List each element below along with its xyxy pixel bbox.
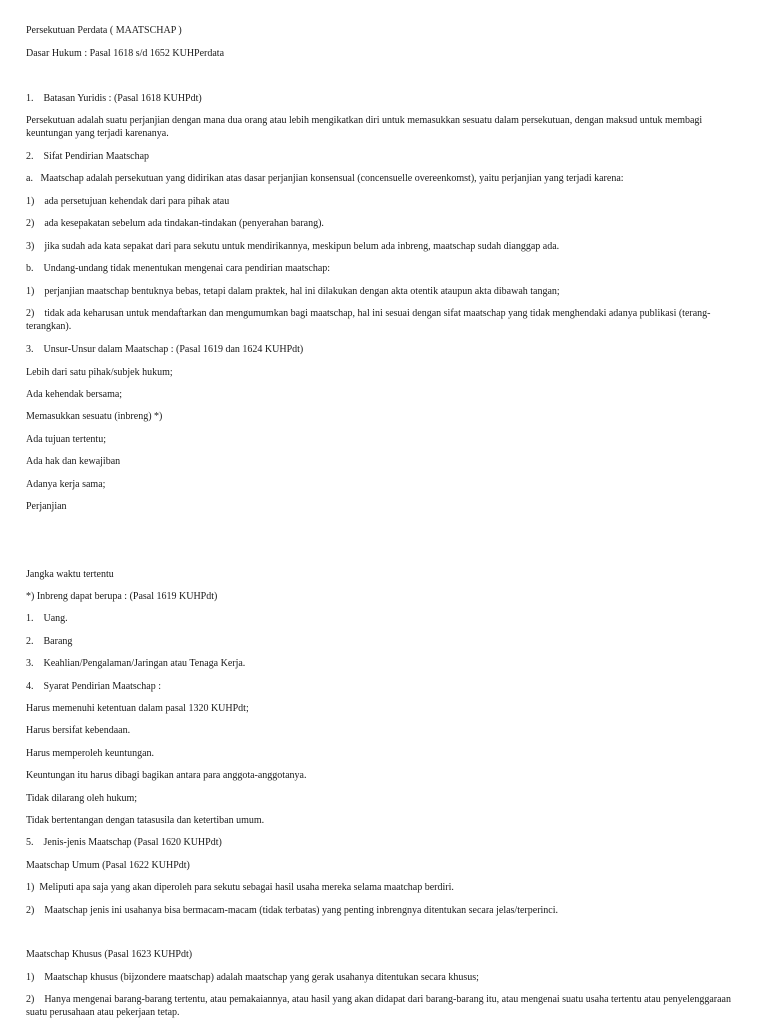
list-item: Harus memperoleh keuntungan.	[26, 748, 155, 759]
list-item: 2) Maatschap jenis ini usahanya bisa bermacam-macam (tidak terbatas) yang penting inbrengnya ditentukan secara jelas/terperinci.	[26, 905, 559, 916]
list-item: Ada hak dan kewajiban	[26, 456, 121, 467]
list-item: Memasukkan sesuatu (inbreng) *)	[26, 411, 163, 422]
list-item: Tidak bertentangan dengan tatasusila dan ketertiban umum.	[26, 815, 265, 826]
list-item: 2. Barang	[26, 636, 73, 647]
section-heading: 3. Unsur-Unsur dalam Maatschap : (Pasal 1619 dan 1624 KUHPdt)	[26, 344, 304, 355]
list-item: 2) Hanya mengenai barang-barang tertentu, atau pemakaiannya, atau hasil yang akan didapat dari barang-barang itu, atau mengenai suatu usaha tertentu atau penyelenggaraan suatu perusahaan atau pekerjaan tetap.	[26, 994, 731, 1018]
list-item: 2) tidak ada keharusan untuk mendaftarkan dan mengumumkan bagi maatschap, hal ini sesuai dengan sifat maatschap yang tidak menghendaki adanya publikasi (terang-terangkan).	[26, 308, 711, 332]
subsection-heading: Maatschap Khusus (Pasal 1623 KUHPdt)	[26, 949, 193, 960]
section-heading: 4. Syarat Pendirian Maatschap :	[26, 681, 161, 692]
list-item: Ada tujuan tertentu;	[26, 434, 106, 445]
list-item: 1. Uang.	[26, 613, 68, 624]
subsection-heading: Maatschap Umum (Pasal 1622 KUHPdt)	[26, 860, 190, 871]
list-item: 1) Maatschap khusus (bijzondere maatschap) adalah maatschap yang gerak usahanya ditentukan secara khusus;	[26, 972, 479, 983]
list-item: 3. Keahlian/Pengalaman/Jaringan atau Tenaga Kerja.	[26, 658, 246, 669]
list-item: Harus bersifat kebendaan.	[26, 725, 131, 736]
list-item: 1) Meliputi apa saja yang akan diperoleh para sekutu sebagai hasil usaha mereka selama maatchap berdiri.	[26, 882, 454, 893]
footnote-heading: *) Inbreng dapat berupa : (Pasal 1619 KUHPdt)	[26, 591, 218, 602]
paragraph: Persekutuan adalah suatu perjanjian dengan mana dua orang atau lebih mengikatkan diri untuk memasukkan sesuatu dalam persekutuan, dengan maksud untuk membagi keuntungan yang terjadi karenanya.	[26, 115, 703, 139]
list-item: Ada kehendak bersama;	[26, 389, 123, 400]
list-item: 3) jika sudah ada kata sepakat dari para sekutu untuk mendirikannya, meskipun belum ada inbreng, maatschap sudah dianggap ada.	[26, 241, 560, 252]
section-heading: 2. Sifat Pendirian Maatschap	[26, 151, 150, 162]
list-item: Harus memenuhi ketentuan dalam pasal 1320 KUHPdt;	[26, 703, 249, 714]
list-item: Lebih dari satu pihak/subjek hukum;	[26, 367, 173, 378]
list-item: Tidak dilarang oleh hukum;	[26, 793, 138, 804]
section-heading: 1. Batasan Yuridis : (Pasal 1618 KUHPdt)	[26, 93, 202, 104]
list-item: 1) ada persetujuan kehendak dari para pihak atau	[26, 196, 230, 207]
section-heading: 5. Jenis-jenis Maatschap (Pasal 1620 KUHPdt)	[26, 837, 222, 848]
list-item: Adanya kerja sama;	[26, 479, 106, 490]
list-item: Keuntungan itu harus dibagi bagikan antara para anggota-anggotanya.	[26, 770, 307, 781]
list-item: Perjanjian	[26, 501, 67, 512]
document-title: Persekutuan Perdata ( MAATSCHAP )	[26, 25, 182, 36]
list-item: 1) perjanjian maatschap bentuknya bebas, tetapi dalam praktek, hal ini dilakukan dengan akta otentik ataupun akta dibawah tangan;	[26, 286, 560, 297]
list-item: a. Maatschap adalah persekutuan yang didirikan atas dasar perjanjian konsensual (concensuelle overeenkomst), yaitu perjanjian yang terjadi karena:	[26, 173, 624, 184]
list-item: 2) ada kesepakatan sebelum ada tindakan-tindakan (penyerahan barang).	[26, 218, 324, 229]
legal-basis: Dasar Hukum : Pasal 1618 s/d 1652 KUHPerdata	[26, 48, 225, 59]
list-item: Jangka waktu tertentu	[26, 569, 114, 580]
list-item: b. Undang-undang tidak menentukan mengenai cara pendirian maatschap:	[26, 263, 331, 274]
